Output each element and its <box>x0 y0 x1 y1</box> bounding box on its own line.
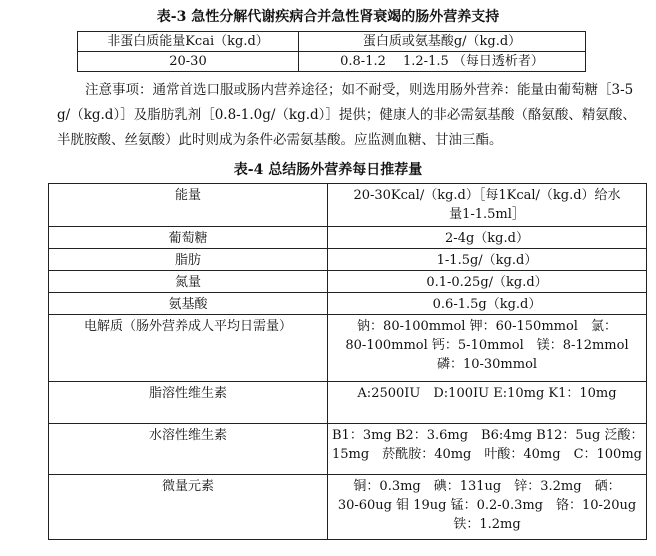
table3-caption: 表-3 急性分解代谢疾病合并急性肾衰竭的肠外营养支持 <box>156 9 500 25</box>
table-row <box>49 424 647 475</box>
row-value <box>328 475 647 540</box>
table3-header-energy: 非蛋白质能量Kcai（kg.d） <box>78 32 299 52</box>
row-name: 水溶性维生素 <box>49 424 328 475</box>
row-value <box>328 293 647 315</box>
table-row <box>49 249 647 271</box>
row-value-line: 0.1-0.25g/（kg.d） <box>426 275 548 290</box>
row-value-line: 量1-1.5ml］ <box>449 207 525 222</box>
row-value <box>328 271 647 293</box>
row-value <box>328 424 647 475</box>
row-value-line: 15mg 菸酰胺：40mg 叶酸：40mg C：100mg <box>332 447 642 462</box>
row-value-line: A:2500IU D:100IU E:10mg K1：10mg <box>357 386 617 401</box>
row-name: 微量元素 <box>49 475 328 540</box>
table3-header-protein: 蛋白质或氨基酸g/（kg.d） <box>299 32 586 52</box>
table-row <box>78 32 586 52</box>
table4 <box>48 183 647 540</box>
table-row <box>49 227 647 249</box>
row-value-line: 80-100mmol 钙：5-10mmol 镁：8-12mmol <box>345 338 629 353</box>
row-name: 电解质（肠外营养成人平均日需量） <box>49 315 328 382</box>
row-value-line: 20-30Kcal/（kg.d）［每1Kcal/（kg.d）给水 <box>353 188 621 203</box>
row-value-line: 2-4g（kg.d） <box>445 231 529 246</box>
table3 <box>77 31 586 72</box>
row-value <box>328 249 647 271</box>
row-value-line: B1：3mg B2：3.6mg B6:4mg B12：5ug 泛酸： <box>332 428 644 443</box>
row-value-line: 磷：10-30mmol <box>436 357 538 372</box>
row-value <box>328 315 647 382</box>
table-row <box>49 315 647 382</box>
row-name: 氨基酸 <box>49 293 328 315</box>
row-name: 脂溶性维生素 <box>49 382 328 424</box>
table-row <box>49 293 647 315</box>
row-value-line: 铜：0.3mg 碘：131ug 锌：3.2mg 硒： <box>353 479 621 494</box>
row-value <box>328 382 647 424</box>
row-name: 氮量 <box>49 271 328 293</box>
row-name: 葡萄糖 <box>49 227 328 249</box>
row-name: 能量 <box>49 184 328 227</box>
row-value <box>328 184 647 227</box>
row-value-line: 30-60ug 钼 19ug 锰：0.2-0.3mg 铬：10-20ug <box>337 498 637 513</box>
row-value <box>328 227 647 249</box>
table-row <box>49 271 647 293</box>
row-value-line: 1-1.5g/（kg.d） <box>436 253 538 268</box>
row-value-line: 铁：1.2mg <box>453 517 521 532</box>
row-value-line: 钠：80-100mmol 钾：60-150mmol 氯： <box>357 319 617 334</box>
table3-value-protein: 0.8-1.2 1.2-1.5 （每日透析者） <box>299 52 586 72</box>
table4-caption: 表-4 总结肠外营养每日推荐量 <box>233 162 423 178</box>
row-name: 脂肪 <box>49 249 328 271</box>
table-row <box>49 184 647 227</box>
row-value-line: 0.6-1.5g（kg.d） <box>432 297 542 312</box>
table-row <box>78 52 586 72</box>
note-paragraph: 注意事项：通常首选口服或肠内营养途径；如不耐受，则选用肠外营养：能量由葡萄糖［3-5g/（kg.d）］及脂肪乳剂［0.8-1.0g/（kg.d）］提供；健康人的非必需氨基酸（酪氨酸、精氨酸、半胱胺酸、丝氨酸）此时则成为条件必需氨基酸。应监测血糖、甘油三酯。 <box>57 82 636 148</box>
table3-value-energy: 20-30 <box>78 52 299 72</box>
table-row <box>49 475 647 540</box>
table-row <box>49 382 647 424</box>
